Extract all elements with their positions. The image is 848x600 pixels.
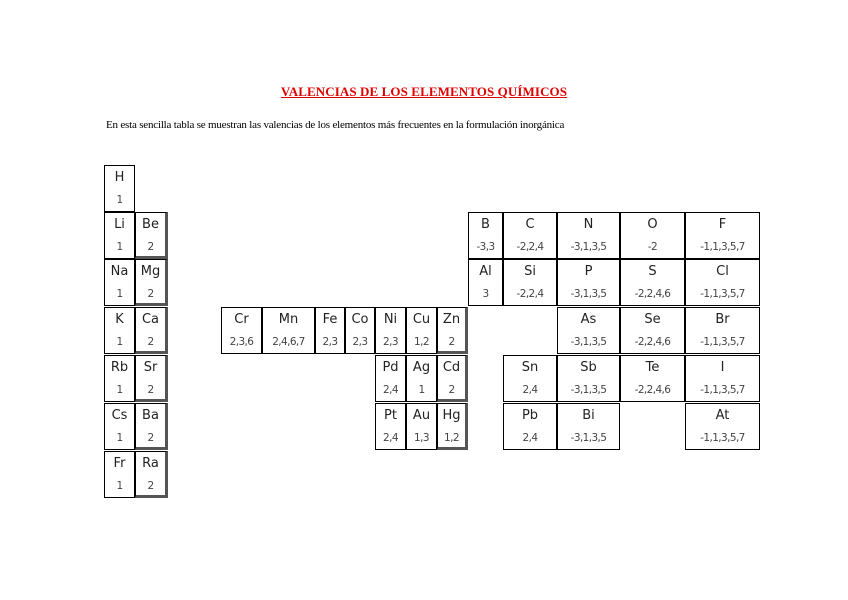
element-cell-f [685,212,760,259]
element-valence: 1 [116,480,123,492]
element-valence: -1,1,3,5,7 [700,241,745,253]
element-symbol: Se [644,312,661,327]
element-cell-s [620,259,685,306]
element-valence: -2,2,4,6 [634,288,671,300]
element-symbol: Li [114,217,125,232]
element-cell-fr [104,451,135,498]
element-symbol: Ni [383,312,398,327]
element-cell-fe [315,307,345,354]
element-cell-h [104,165,135,212]
element-symbol: Rb [110,360,129,375]
element-symbol: Sr [143,360,158,375]
element-cell-pt [375,403,406,450]
element-valence: -1,1,3,5,7 [700,336,745,348]
element-symbol: Sn [521,360,539,375]
element-cell-mn [262,307,315,354]
element-cell-co [345,307,375,354]
element-cell-cs [104,403,135,450]
element-cell-at [685,403,760,450]
element-valence: -3,1,3,5 [570,241,607,253]
element-symbol: Cd [442,360,461,375]
element-valence: 2,4 [522,384,538,396]
element-valence: 1 [418,384,425,396]
element-cell-i [685,355,760,402]
element-valence: -2,2,4 [516,288,544,300]
element-symbol: Fe [322,312,338,327]
element-symbol: K [115,312,124,327]
element-symbol: Ag [412,360,431,375]
element-cell-si [503,259,557,306]
element-cell-as [557,307,620,354]
element-symbol: B [481,217,490,232]
element-valence: 2,4,6,7 [272,336,305,348]
element-cell-sn [503,355,557,402]
element-cell-al [468,259,503,306]
element-symbol: Cu [412,312,431,327]
element-valence: -3,1,3,5 [570,432,607,444]
element-symbol: Co [351,312,369,327]
element-valence: -2,2,4 [516,241,544,253]
element-cell-b [468,212,503,259]
element-cell-ni [375,307,406,354]
page-subtitle: En esta sencilla tabla se muestran las valencias de los elementos más frecuentes en la formulación inorgánica [106,119,565,131]
element-valence: 1,2 [444,432,459,444]
element-valence: 2,3 [352,336,368,348]
element-valence: -1,1,3,5,7 [700,432,745,444]
element-valence: 1,2 [414,336,429,348]
element-symbol: Si [524,264,536,279]
element-valence: 2 [147,432,154,444]
element-symbol: Pt [384,408,397,423]
element-valence: 1 [116,336,123,348]
element-symbol: Cr [234,312,249,327]
element-valence: 2,3,6 [229,336,254,348]
element-valence: 2,3 [383,336,398,348]
element-valence: 2,4 [383,384,398,396]
element-cell-be [135,212,168,259]
element-cell-pb [503,403,557,450]
element-cell-li [104,212,135,259]
element-cell-se [620,307,685,354]
element-cell-te [620,355,685,402]
element-valence: 2 [147,384,154,396]
element-symbol: O [647,217,658,232]
element-cell-mg [135,259,168,306]
element-symbol: At [715,408,730,423]
element-cell-ca [135,307,168,354]
element-cell-cu [406,307,437,354]
element-symbol: Sb [580,360,597,375]
element-symbol: Te [645,360,660,375]
element-valence: -1,1,3,5,7 [700,384,745,396]
element-cell-cl [685,259,760,306]
element-symbol: Au [412,408,431,423]
element-symbol: Ra [142,456,159,471]
element-valence: 2 [147,241,154,253]
element-valence: -2 [647,241,658,253]
element-cell-bi [557,403,620,450]
element-valence: 1 [116,194,123,206]
element-symbol: Bi [582,408,595,423]
element-symbol: I [720,360,725,375]
element-valence: 1 [116,241,123,253]
element-symbol: F [718,217,727,232]
element-symbol: Pd [382,360,399,375]
element-cell-ba [135,403,168,450]
element-cell-o [620,212,685,259]
element-symbol: Hg [442,408,461,423]
element-symbol: H [114,170,125,185]
element-valence: 1 [116,432,123,444]
element-valence: 1 [116,384,123,396]
element-symbol: N [583,217,594,232]
element-valence: -3,1,3,5 [570,336,607,348]
element-valence: -1,1,3,5,7 [700,288,745,300]
element-valence: 2,4 [383,432,398,444]
element-cell-ra [135,451,168,498]
element-valence: 2 [147,336,154,348]
element-valence: 2 [448,336,455,348]
element-valence: -3,1,3,5 [570,384,607,396]
element-cell-hg [437,403,468,450]
element-cell-sr [135,355,168,402]
element-symbol: Cl [716,264,729,279]
element-symbol: As [580,312,597,327]
element-symbol: Ba [142,408,159,423]
element-cell-sb [557,355,620,402]
element-cell-k [104,307,135,354]
element-symbol: Mg [140,264,161,279]
element-symbol: C [525,217,535,232]
element-symbol: P [584,264,593,279]
element-valence: 2,3 [322,336,338,348]
element-cell-cr [221,307,262,354]
element-cell-ag [406,355,437,402]
element-symbol: Fr [113,456,126,471]
element-valence: 2 [147,288,154,300]
element-valence: 2,4 [522,432,538,444]
element-cell-br [685,307,760,354]
element-symbol: Be [142,217,159,232]
element-valence: 1,3 [414,432,429,444]
element-valence: -2,2,4,6 [634,336,671,348]
element-symbol: Cs [111,408,128,423]
element-valence: -2,2,4,6 [634,384,671,396]
element-symbol: Pb [521,408,539,423]
element-cell-p [557,259,620,306]
element-cell-zn [437,307,468,354]
element-cell-pd [375,355,406,402]
element-symbol: S [648,264,657,279]
element-cell-n [557,212,620,259]
element-cell-c [503,212,557,259]
element-valence: 2 [448,384,455,396]
element-symbol: Na [110,264,129,279]
element-cell-rb [104,355,135,402]
element-valence: -3,3 [476,241,495,253]
element-valence: 3 [482,288,489,300]
element-valence: -3,1,3,5 [570,288,607,300]
element-cell-cd [437,355,468,402]
element-symbol: Mn [278,312,299,327]
element-valence: 1 [116,288,123,300]
element-valence: 2 [147,480,154,492]
page-title: VALENCIAS DE LOS ELEMENTOS QUÍMICOS [280,84,568,99]
element-cell-na [104,259,135,306]
element-symbol: Ca [141,312,160,327]
element-cell-au [406,403,437,450]
element-symbol: Al [479,264,492,279]
element-symbol: Zn [442,312,461,327]
element-symbol: Br [715,312,730,327]
